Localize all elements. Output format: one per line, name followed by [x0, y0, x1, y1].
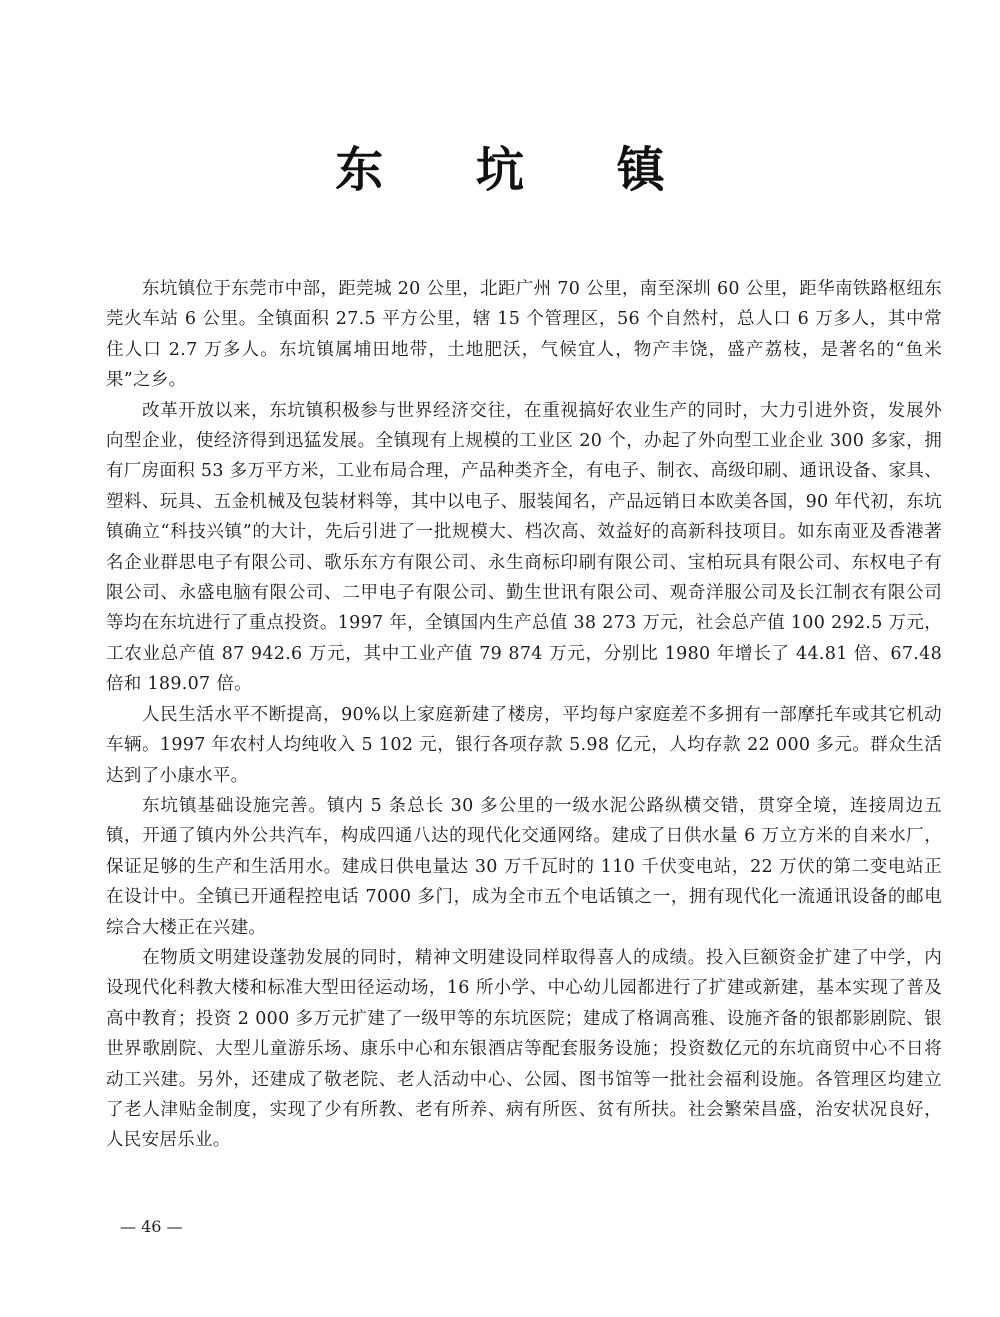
page-title: 东 坑 镇 — [335, 142, 703, 198]
paragraph-location: 东坑镇位于东莞市中部，距莞城 20 公里，北距广州 70 公里，南至深圳 60 公里，距华南铁路枢纽东莞火车站 6 公里。全镇面积 27.5 平方公里，辖 15 个管理区，56 个自然村，总人口 6 万多人，其中常住人口 2.7 万多人。东坑镇属埔田地带，土地肥沃，气候宜人，物产丰饶，盛产荔枝，是著名的“鱼米果”之乡。 — [106, 279, 942, 391]
page-number: — 46 — — [120, 1217, 183, 1236]
paragraph-culture: 在物质文明建设蓬勃发展的同时，精神文明建设同样取得喜人的成绩。投入巨额资金扩建了中学，内设现代化科教大楼和标准大型田径运动场，16 所小学、中心幼儿园都进行了扩建或新建，基本实现了普及高中教育；投资 2 000 多万元扩建了一级甲等的东坑医院；建成了格调高雅、设施齐备的银都影剧院、银世界歌剧院、大型儿童游乐场、康乐中心和东银酒店等配套服务设施；投资数亿元的东坑商贸中心不日将动工兴建。另外，还建成了敬老院、老人活动中心、公园、图书馆等一批社会福利设施。各管理区均建立了老人津贴金制度，实现了少有所教、老有所养、病有所医、贫有所扶。社会繁荣昌盛，治安状况良好，人民安居乐业。 — [106, 947, 942, 1151]
paragraph-infrastructure: 东坑镇基础设施完善。镇内 5 条总长 30 多公里的一级水泥公路纵横交错，贯穿全境，连接周边五镇，开通了镇内外公共汽车，构成四通八达的现代化交通网络。建成了日供水量 6 万立方米的自来水厂，保证足够的生产和生活用水。建成日供电量达 30 万千瓦时的 110 千伏变电站，22 万伏的第二变电站正在设计中。全镇已开通程控电话 7000 多门，成为全市五个电话镇之一，拥有现代化一流通讯设备的邮电综合大楼正在兴建。 — [106, 795, 942, 938]
article-body — [106, 274, 942, 1156]
paragraph-economy: 改革开放以来，东坑镇积极参与世界经济交往，在重视搞好农业生产的同时，大力引进外资，发展外向型企业，使经济得到迅猛发展。全镇现有上规模的工业区 20 个，办起了外向型工业企业 300 多家，拥有厂房面积 53 多万平方米，工业布局合理，产品种类齐全，有电子、制衣、高级印刷、通讯设备、家具、塑料、玩具、五金机械及包装材料等，其中以电子、服装闻名，产品远销日本欧美各国，90 年代初，东坑镇确立“科技兴镇”的大计，先后引进了一批规模大、档次高、效益好的高新科技项目。如东南亚及香港著名企业群思电子有限公司、歌乐东方有限公司、永生商标印刷有限公司、宝柏玩具有限公司、东权电子有限公司、永盛电脑有限公司、二甲电子有限公司、勤生世讯有限公司、观奇洋服公司及长江制衣有限公司等均在东坑进行了重点投资。1997 年，全镇国内生产总值 38 273 万元，社会总产值 100 292.5 万元，工农业总产值 87 942.6 万元，其中工业产值 79 874 万元，分别比 1980 年增长了 44.81 倍、67.48 倍和 189.07 倍。 — [106, 400, 942, 695]
paragraph-living-standard: 人民生活水平不断提高，90%以上家庭新建了楼房，平均每户家庭差不多拥有一部摩托车或其它机动车辆。1997 年农村人均纯收入 5 102 元，银行各项存款 5.98 亿元，人均存款 22 000 多元。群众生活达到了小康水平。 — [106, 704, 942, 786]
